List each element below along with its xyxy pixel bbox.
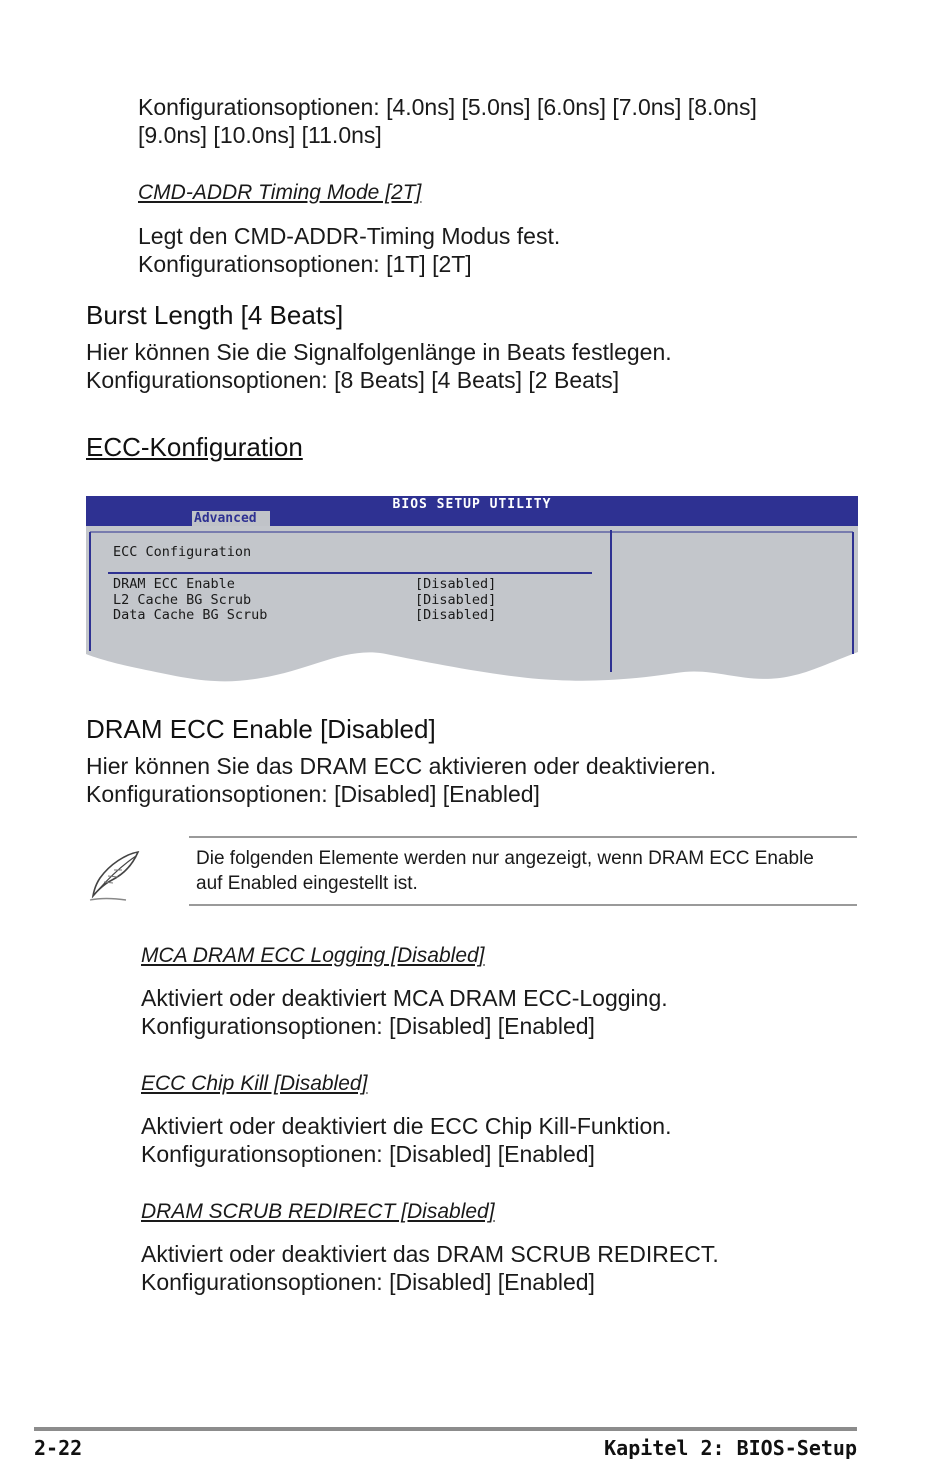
timing-options-line1: Konfigurationsoptionen: [4.0ns] [5.0ns] [6.0ns] [7.0ns] [8.0ns]: [138, 94, 757, 120]
timing-options-line2: [9.0ns] [10.0ns] [11.0ns]: [138, 122, 382, 148]
bios-item-dram-ecc-label[interactable]: DRAM ECC Enable: [113, 576, 235, 592]
chipkill-desc: Aktiviert oder deaktiviert die ECC Chip Kill-Funktion.: [141, 1113, 672, 1139]
note-line2: auf Enabled eingestellt ist.: [196, 873, 418, 894]
burst-length-options: Konfigurationsoptionen: [8 Beats] [4 Beats] [2 Beats]: [86, 367, 620, 393]
bios-title-bar: [86, 496, 858, 526]
dram-ecc-options: Konfigurationsoptionen: [Disabled] [Enabled]: [86, 781, 540, 807]
chipkill-options: Konfigurationsoptionen: [Disabled] [Enabled]: [141, 1141, 595, 1167]
cmd-addr-options: Konfigurationsoptionen: [1T] [2T]: [138, 251, 472, 277]
mca-options: Konfigurationsoptionen: [Disabled] [Enabled]: [141, 1013, 595, 1039]
bios-item-dcache-scrub-value[interactable]: [Disabled]: [415, 607, 497, 623]
dram-ecc-desc: Hier können Sie das DRAM ECC aktivieren oder deaktivieren.: [86, 753, 717, 779]
scrub-title: DRAM SCRUB REDIRECT [Disabled]: [141, 1200, 495, 1223]
bios-panel: [86, 526, 858, 686]
chipkill-title: ECC Chip Kill [Disabled]: [141, 1072, 368, 1095]
bios-screenshot: [86, 496, 858, 686]
burst-length-desc: Hier können Sie die Signalfolgenlänge in Beats festlegen.: [86, 339, 672, 365]
chapter-title: Kapitel 2: BIOS-Setup: [604, 1436, 857, 1460]
mca-title: MCA DRAM ECC Logging [Disabled]: [141, 944, 485, 967]
note-bottom-rule: [189, 904, 857, 906]
scrub-options: Konfigurationsoptionen: [Disabled] [Enabled]: [141, 1269, 595, 1295]
note-line1: Die folgenden Elemente werden nur angezeigt, wenn DRAM ECC Enable: [196, 848, 814, 869]
cmd-addr-desc: Legt den CMD-ADDR-Timing Modus fest.: [138, 223, 561, 249]
cmd-addr-title: CMD-ADDR Timing Mode [2T]: [138, 181, 422, 204]
bios-item-l2-scrub-label[interactable]: L2 Cache BG Scrub: [113, 592, 252, 608]
bios-item-l2-scrub-value[interactable]: [Disabled]: [415, 592, 497, 608]
bios-item-dram-ecc-value[interactable]: [Disabled]: [415, 576, 497, 592]
burst-length-heading: Burst Length [4 Beats]: [86, 300, 344, 330]
bios-panel-title: ECC Configuration: [113, 544, 252, 560]
footer-rule: [34, 1427, 857, 1431]
mca-desc: Aktiviert oder deaktiviert MCA DRAM ECC-Logging.: [141, 985, 668, 1011]
bios-title: BIOS SETUP UTILITY: [392, 497, 552, 512]
scrub-desc: Aktiviert oder deaktiviert das DRAM SCRUB REDIRECT.: [141, 1241, 719, 1267]
dram-ecc-heading: DRAM ECC Enable [Disabled]: [86, 714, 436, 744]
bios-item-dcache-scrub-label[interactable]: Data Cache BG Scrub: [113, 607, 268, 623]
feather-pen-icon: [86, 848, 144, 904]
ecc-section-heading: ECC-Konfiguration: [86, 432, 303, 462]
note-top-rule: [189, 836, 857, 838]
tab-advanced[interactable]: Advanced: [192, 511, 270, 526]
page-number: 2-22: [34, 1436, 83, 1460]
